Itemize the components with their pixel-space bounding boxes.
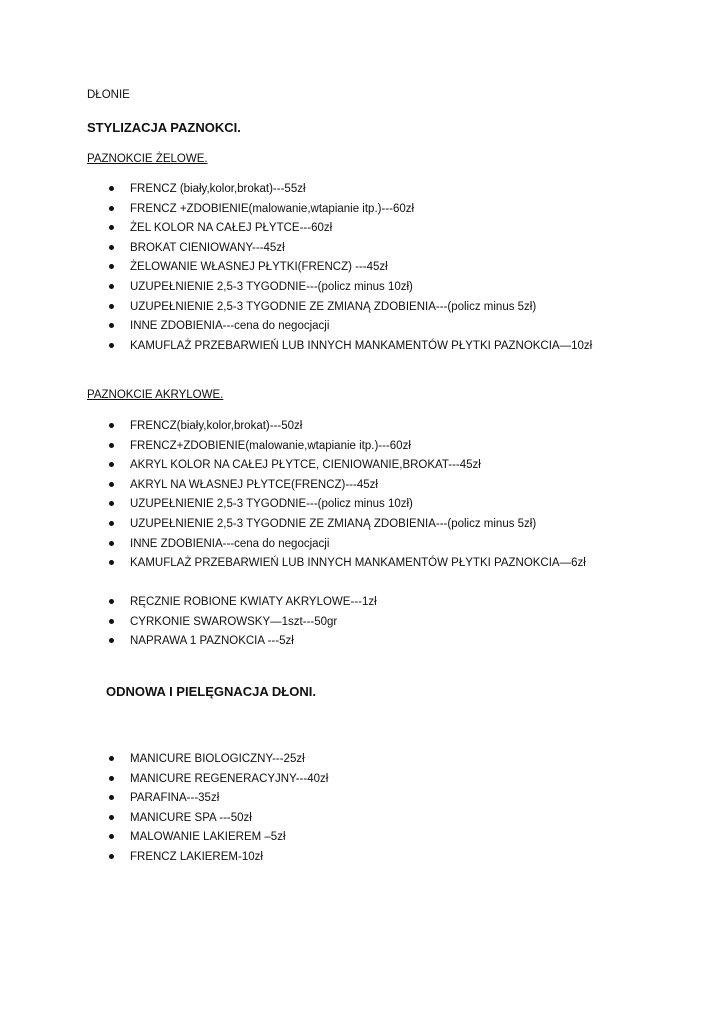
bullet-icon (109, 756, 114, 761)
section-heading-acrylic: PAZNOKCIE AKRYLOWE. (87, 389, 224, 401)
bullet-icon (109, 225, 114, 230)
bullet-icon (109, 462, 114, 467)
bullet-icon (109, 284, 114, 289)
bullet-icon (109, 304, 114, 309)
bullet-icon (109, 521, 114, 526)
bullet-icon (109, 560, 114, 565)
heading-dlonie: DŁONIE (87, 89, 130, 101)
bullet-icon (109, 206, 114, 211)
bullet-icon (109, 423, 114, 428)
bullet-icon (109, 638, 114, 643)
bullet-icon (109, 541, 114, 546)
page-title: STYLIZACJA PAZNOKCI. (87, 120, 241, 135)
bullet-icon (109, 264, 114, 269)
bullet-icon (109, 854, 114, 859)
bullet-icon (109, 443, 114, 448)
section-heading-care: ODNOWA I PIELĘGNACJA DŁONI. (106, 684, 316, 699)
bullet-icon (109, 245, 114, 250)
bullet-icon (109, 795, 114, 800)
document-page: DŁONIE STYLIZACJA PAZNOKCI. PAZNOKCIE ŻELOWE. FRENCZ (biały,kolor,brokat)---55zł FRENCZ +ZDOBIENIE(malowanie,wtapianie itp.)---60zł ŻEL KOLOR NA CAŁEJ PŁYTCE---60zł BROKAT CIENIOWANY---45zł ŻELOWANIE WŁASNEJ PŁYTKI(FRENCZ) ---45zł UZUPEŁNIENIE 2,5-3 TYGODNIE---(policz minus 10zł) UZUPEŁNIENIE 2,5-3 TYGODNIE ZE ZMIANĄ ZDOBIENIA---(policz minus 5zł) INNE ZDOBIENIA---cena do negocjacji KAMUFLAŻ PRZEBARWIEŃ LUB INNYCH MANKAMENTÓW PŁYTKI PAZNOKCIA—10zł PAZNOKCIE AKRYLOWE. FRENCZ(biały,kolor,brokat)---50zł FRENCZ+ZDOBIENIE(malowanie,wtapianie itp.)---60zł AKRYL KOLOR NA CAŁEJ PŁYTCE, CIENIOWANIE,BROKAT---45zł AKRYL NA WŁASNEJ PŁYTCE(FRENCZ)---45zł UZUPEŁNIENIE 2,5-3 TYGODNIE---(policz minus 10zł) UZUPEŁNIENIE 2,5-3 TYGODNIE ZE ZMIANĄ ZDOBIENIA---(policz minus 5zł) INNE ZDOBIENIA---cena do negocjacji KAMUFLAŻ PRZEBARWIEŃ LUB INNYCH MANKAMENTÓW PŁYTKI PAZNOKCIA—6zł RĘCZNIE ROBIONE KWIATY AKRYLOWE---1zł CYRKONIE SWAROWSKY—1szt---50gr NAPRAWA 1 PAZNOKCIA ---5zł ODNOWA I PIELĘGNACJA DŁONI. MANICURE BIOLOGICZNY---25zł MANICURE REGENERACYJNY---40zł PARAFINA---35zł MANICURE SPA ---50zł MALOWANIE LAKIEREM –5zł FRENCZ LAKIEREM-10zł (87, 89, 593, 863)
bullet-icon (109, 834, 114, 839)
bullet-icon (109, 599, 114, 604)
bullet-icon (109, 815, 114, 820)
section-heading-gel: PAZNOKCIE ŻELOWE. (87, 153, 208, 165)
bullet-icon (109, 619, 114, 624)
bullet-icon (109, 776, 114, 781)
bullet-icon (109, 501, 114, 506)
bullet-icon (109, 186, 114, 191)
bullet-icon (109, 343, 114, 348)
bullet-icon (109, 482, 114, 487)
bullet-icon (109, 323, 114, 328)
